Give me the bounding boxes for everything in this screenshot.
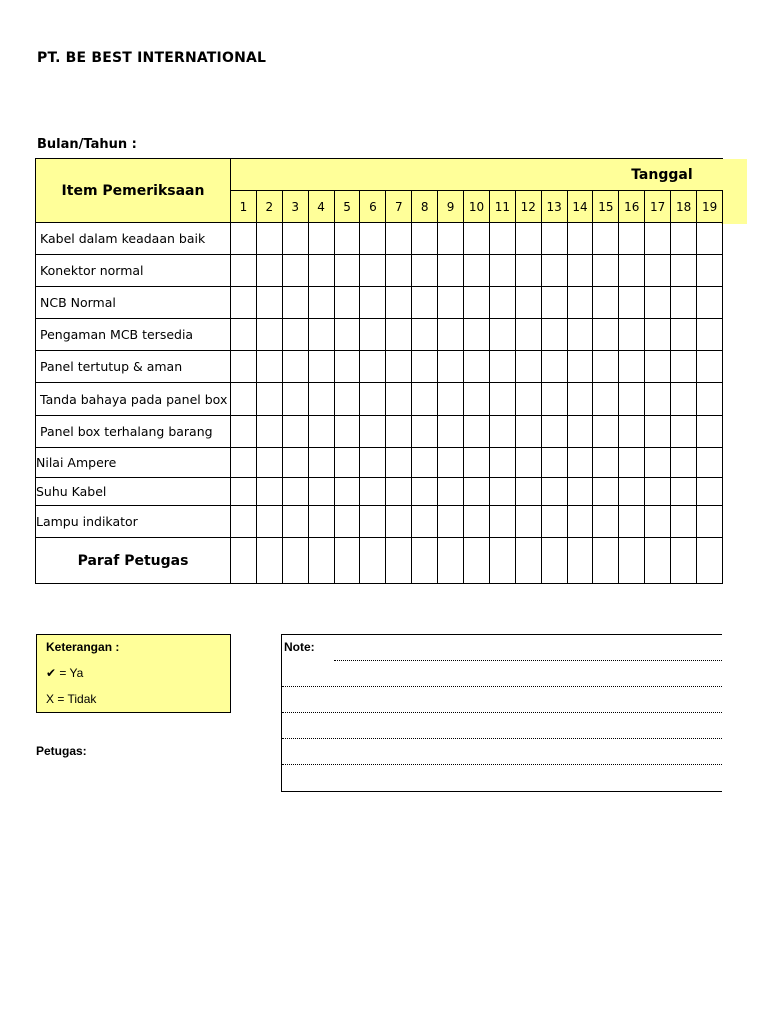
check-cell[interactable] (593, 223, 619, 255)
check-cell[interactable] (619, 223, 645, 255)
check-cell[interactable] (489, 223, 515, 255)
check-cell[interactable] (515, 287, 541, 319)
item-label: Suhu Kabel (36, 478, 231, 506)
check-cell[interactable] (515, 448, 541, 478)
day-header: 10 (464, 191, 490, 223)
table-row (36, 223, 723, 255)
check-cell[interactable] (645, 448, 671, 478)
check-cell[interactable] (438, 223, 464, 255)
check-cell[interactable] (567, 448, 593, 478)
check-cell[interactable] (541, 478, 567, 506)
check-cell[interactable] (282, 416, 308, 448)
header-extension (721, 159, 747, 224)
check-cell[interactable] (256, 478, 282, 506)
check-cell[interactable] (334, 506, 360, 538)
legend-box (36, 634, 231, 713)
signature-cell[interactable] (360, 538, 386, 584)
check-cell[interactable] (438, 478, 464, 506)
signature-cell[interactable] (697, 538, 723, 584)
check-cell[interactable] (619, 448, 645, 478)
signature-row (36, 538, 723, 584)
check-cell[interactable] (334, 416, 360, 448)
signature-cell[interactable] (567, 538, 593, 584)
check-cell[interactable] (231, 319, 257, 351)
check-cell[interactable] (645, 416, 671, 448)
check-cell[interactable] (308, 319, 334, 351)
item-label: NCB Normal (36, 287, 231, 319)
check-cell[interactable] (541, 383, 567, 416)
item-label: Pengaman MCB tersedia (36, 319, 231, 351)
check-cell[interactable] (412, 478, 438, 506)
check-cell[interactable] (697, 319, 723, 351)
check-cell[interactable] (412, 351, 438, 383)
day-header: 4 (308, 191, 334, 223)
day-header: 8 (412, 191, 438, 223)
note-line[interactable] (282, 764, 722, 765)
legend-no: X = Tidak (46, 692, 97, 706)
check-cell[interactable] (412, 255, 438, 287)
check-cell[interactable] (593, 448, 619, 478)
check-cell[interactable] (619, 478, 645, 506)
day-header: 17 (645, 191, 671, 223)
item-label: Panel tertutup & aman (36, 351, 231, 383)
signature-cell[interactable] (282, 538, 308, 584)
check-cell[interactable] (593, 506, 619, 538)
check-cell[interactable] (386, 351, 412, 383)
check-cell[interactable] (645, 506, 671, 538)
signature-cell[interactable] (386, 538, 412, 584)
check-cell[interactable] (438, 383, 464, 416)
check-cell[interactable] (619, 506, 645, 538)
signature-cell[interactable] (593, 538, 619, 584)
check-cell[interactable] (308, 478, 334, 506)
check-cell[interactable] (619, 351, 645, 383)
check-cell[interactable] (671, 287, 697, 319)
check-cell[interactable] (489, 478, 515, 506)
check-cell[interactable] (308, 287, 334, 319)
signature-cell[interactable] (645, 538, 671, 584)
day-header: 14 (567, 191, 593, 223)
signature-cell[interactable] (671, 538, 697, 584)
check-cell[interactable] (231, 287, 257, 319)
check-cell[interactable] (567, 383, 593, 416)
day-header: 3 (282, 191, 308, 223)
check-cell[interactable] (308, 223, 334, 255)
check-cell[interactable] (256, 255, 282, 287)
notes-box (281, 634, 722, 792)
check-cell[interactable] (619, 255, 645, 287)
check-cell[interactable] (412, 506, 438, 538)
table-row (36, 478, 723, 506)
table-row (36, 255, 723, 287)
note-label: Note: (284, 640, 315, 654)
check-cell[interactable] (645, 287, 671, 319)
check-cell[interactable] (515, 223, 541, 255)
check-cell[interactable] (671, 478, 697, 506)
check-cell[interactable] (360, 287, 386, 319)
check-cell[interactable] (645, 319, 671, 351)
signature-cell[interactable] (619, 538, 645, 584)
check-cell[interactable] (256, 223, 282, 255)
item-label: Nilai Ampere (36, 448, 231, 478)
check-cell[interactable] (541, 448, 567, 478)
check-cell[interactable] (464, 448, 490, 478)
check-cell[interactable] (231, 223, 257, 255)
check-cell[interactable] (619, 383, 645, 416)
check-cell[interactable] (412, 287, 438, 319)
check-cell[interactable] (386, 223, 412, 255)
check-cell[interactable] (256, 351, 282, 383)
check-cell[interactable] (438, 351, 464, 383)
check-cell[interactable] (386, 478, 412, 506)
check-cell[interactable] (334, 448, 360, 478)
check-cell[interactable] (567, 287, 593, 319)
signature-cell[interactable] (334, 538, 360, 584)
check-cell[interactable] (386, 287, 412, 319)
check-cell[interactable] (541, 506, 567, 538)
check-cell[interactable] (515, 506, 541, 538)
signature-cell[interactable] (438, 538, 464, 584)
check-cell[interactable] (515, 478, 541, 506)
check-cell[interactable] (360, 223, 386, 255)
signature-cell[interactable] (541, 538, 567, 584)
note-line[interactable] (282, 712, 722, 713)
check-cell[interactable] (438, 287, 464, 319)
check-cell[interactable] (438, 319, 464, 351)
check-cell[interactable] (645, 478, 671, 506)
check-cell[interactable] (645, 383, 671, 416)
legend-yes: ✔ = Ya (46, 666, 84, 680)
note-line[interactable] (282, 738, 722, 739)
check-cell[interactable] (386, 319, 412, 351)
signature-cell[interactable] (515, 538, 541, 584)
check-cell[interactable] (645, 223, 671, 255)
check-cell[interactable] (334, 223, 360, 255)
check-cell[interactable] (231, 255, 257, 287)
signature-cell[interactable] (256, 538, 282, 584)
check-cell[interactable] (282, 287, 308, 319)
check-cell[interactable] (593, 287, 619, 319)
check-cell[interactable] (464, 506, 490, 538)
check-cell[interactable] (671, 416, 697, 448)
check-cell[interactable] (541, 287, 567, 319)
item-label: Tanda bahaya pada panel box (36, 383, 231, 416)
check-cell[interactable] (360, 448, 386, 478)
check-cell[interactable] (464, 416, 490, 448)
check-cell[interactable] (697, 448, 723, 478)
day-header: 12 (515, 191, 541, 223)
check-cell[interactable] (567, 255, 593, 287)
check-cell[interactable] (308, 448, 334, 478)
check-cell[interactable] (697, 506, 723, 538)
check-cell[interactable] (360, 416, 386, 448)
officer-label: Petugas: (36, 744, 87, 758)
signature-cell[interactable] (412, 538, 438, 584)
check-cell[interactable] (489, 287, 515, 319)
check-cell[interactable] (593, 383, 619, 416)
check-cell[interactable] (697, 416, 723, 448)
item-header: Item Pemeriksaan (36, 159, 231, 223)
note-line[interactable] (282, 686, 722, 687)
check-cell[interactable] (567, 478, 593, 506)
check-cell[interactable] (386, 506, 412, 538)
day-header: 18 (671, 191, 697, 223)
table-row (36, 448, 723, 478)
check-cell[interactable] (541, 351, 567, 383)
table-row (36, 287, 723, 319)
check-cell[interactable] (360, 506, 386, 538)
check-cell[interactable] (489, 506, 515, 538)
item-label: Konektor normal (36, 255, 231, 287)
check-cell[interactable] (464, 223, 490, 255)
table-row (36, 351, 723, 383)
check-cell[interactable] (438, 416, 464, 448)
check-cell[interactable] (256, 506, 282, 538)
date-header: Tanggal (231, 159, 723, 191)
check-cell[interactable] (334, 287, 360, 319)
check-cell[interactable] (671, 223, 697, 255)
check-cell[interactable] (256, 287, 282, 319)
note-line[interactable] (334, 660, 722, 661)
check-cell[interactable] (515, 255, 541, 287)
check-cell[interactable] (438, 448, 464, 478)
check-cell[interactable] (386, 416, 412, 448)
check-cell[interactable] (282, 478, 308, 506)
check-cell[interactable] (282, 351, 308, 383)
table-row (36, 383, 723, 416)
day-header: 2 (256, 191, 282, 223)
check-cell[interactable] (334, 319, 360, 351)
check-cell[interactable] (697, 383, 723, 416)
check-cell[interactable] (567, 223, 593, 255)
check-cell[interactable] (671, 448, 697, 478)
check-cell[interactable] (464, 255, 490, 287)
day-header: 19 (697, 191, 723, 223)
day-header: 5 (334, 191, 360, 223)
check-cell[interactable] (231, 448, 257, 478)
check-cell[interactable] (593, 416, 619, 448)
signature-cell[interactable] (464, 538, 490, 584)
check-cell[interactable] (489, 319, 515, 351)
day-header: 9 (438, 191, 464, 223)
check-cell[interactable] (619, 416, 645, 448)
legend-title: Keterangan : (46, 640, 120, 654)
check-cell[interactable] (282, 223, 308, 255)
day-header: 11 (489, 191, 515, 223)
check-cell[interactable] (231, 478, 257, 506)
check-cell[interactable] (671, 383, 697, 416)
check-cell[interactable] (593, 255, 619, 287)
check-cell[interactable] (489, 255, 515, 287)
check-cell[interactable] (308, 255, 334, 287)
check-cell[interactable] (619, 319, 645, 351)
check-cell[interactable] (360, 478, 386, 506)
check-cell[interactable] (308, 416, 334, 448)
check-cell[interactable] (360, 255, 386, 287)
check-cell[interactable] (464, 351, 490, 383)
check-cell[interactable] (412, 448, 438, 478)
day-header: 16 (619, 191, 645, 223)
check-cell[interactable] (360, 351, 386, 383)
check-cell[interactable] (489, 351, 515, 383)
check-cell[interactable] (360, 383, 386, 416)
check-cell[interactable] (334, 478, 360, 506)
check-cell[interactable] (697, 223, 723, 255)
day-header: 15 (593, 191, 619, 223)
signature-cell[interactable] (489, 538, 515, 584)
check-cell[interactable] (282, 383, 308, 416)
check-cell[interactable] (256, 416, 282, 448)
check-cell[interactable] (645, 255, 671, 287)
check-cell[interactable] (386, 255, 412, 287)
company-name: PT. BE BEST INTERNATIONAL (37, 50, 267, 66)
check-cell[interactable] (593, 351, 619, 383)
signature-label: Paraf Petugas (36, 538, 231, 584)
day-header: 6 (360, 191, 386, 223)
check-cell[interactable] (489, 448, 515, 478)
check-cell[interactable] (671, 351, 697, 383)
check-cell[interactable] (671, 319, 697, 351)
item-label: Kabel dalam keadaan baik (36, 223, 231, 255)
check-cell[interactable] (231, 416, 257, 448)
check-cell[interactable] (334, 351, 360, 383)
check-cell[interactable] (593, 478, 619, 506)
item-label: Panel box terhalang barang (36, 416, 231, 448)
check-cell[interactable] (464, 478, 490, 506)
check-cell[interactable] (515, 351, 541, 383)
check-cell[interactable] (697, 255, 723, 287)
check-cell[interactable] (231, 351, 257, 383)
check-cell[interactable] (671, 255, 697, 287)
check-cell[interactable] (308, 506, 334, 538)
check-cell[interactable] (282, 319, 308, 351)
check-cell[interactable] (231, 506, 257, 538)
check-cell[interactable] (412, 383, 438, 416)
check-cell[interactable] (541, 416, 567, 448)
check-cell[interactable] (282, 448, 308, 478)
signature-cell[interactable] (231, 538, 257, 584)
check-cell[interactable] (464, 287, 490, 319)
table-row (36, 319, 723, 351)
check-cell[interactable] (567, 319, 593, 351)
check-cell[interactable] (489, 416, 515, 448)
check-cell[interactable] (593, 319, 619, 351)
check-cell[interactable] (515, 383, 541, 416)
check-cell[interactable] (282, 255, 308, 287)
table-row (36, 506, 723, 538)
day-header: 13 (541, 191, 567, 223)
check-cell[interactable] (360, 319, 386, 351)
check-cell[interactable] (541, 319, 567, 351)
check-cell[interactable] (697, 287, 723, 319)
check-cell[interactable] (515, 319, 541, 351)
check-cell[interactable] (256, 319, 282, 351)
check-cell[interactable] (541, 223, 567, 255)
check-cell[interactable] (541, 255, 567, 287)
period-label: Bulan/Tahun : (37, 137, 137, 152)
check-cell[interactable] (308, 351, 334, 383)
check-cell[interactable] (231, 383, 257, 416)
check-cell[interactable] (697, 351, 723, 383)
check-cell[interactable] (438, 255, 464, 287)
signature-cell[interactable] (308, 538, 334, 584)
check-cell[interactable] (489, 383, 515, 416)
check-cell[interactable] (567, 506, 593, 538)
day-header: 1 (231, 191, 257, 223)
check-cell[interactable] (697, 478, 723, 506)
inspection-table (35, 158, 723, 584)
check-cell[interactable] (412, 416, 438, 448)
table-row (36, 416, 723, 448)
check-cell[interactable] (282, 506, 308, 538)
check-cell[interactable] (334, 383, 360, 416)
check-cell[interactable] (567, 416, 593, 448)
day-header: 7 (386, 191, 412, 223)
check-cell[interactable] (619, 287, 645, 319)
check-cell[interactable] (412, 223, 438, 255)
check-cell[interactable] (412, 319, 438, 351)
check-cell[interactable] (256, 383, 282, 416)
check-cell[interactable] (645, 351, 671, 383)
check-cell[interactable] (464, 319, 490, 351)
check-cell[interactable] (567, 351, 593, 383)
item-label: Lampu indikator (36, 506, 231, 538)
check-cell[interactable] (256, 448, 282, 478)
check-cell[interactable] (386, 383, 412, 416)
check-cell[interactable] (386, 448, 412, 478)
check-cell[interactable] (515, 416, 541, 448)
check-cell[interactable] (671, 506, 697, 538)
check-cell[interactable] (438, 506, 464, 538)
check-cell[interactable] (308, 383, 334, 416)
check-cell[interactable] (464, 383, 490, 416)
check-cell[interactable] (334, 255, 360, 287)
